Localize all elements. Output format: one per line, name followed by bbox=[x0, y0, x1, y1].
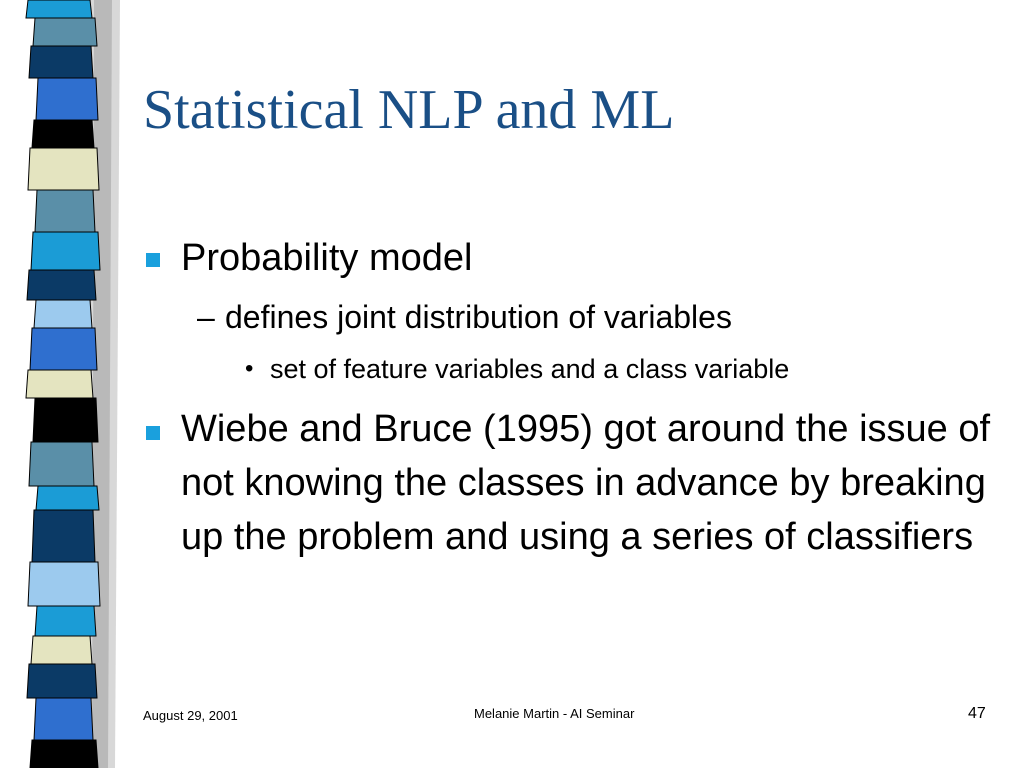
strip-band bbox=[28, 562, 100, 606]
strip-band bbox=[31, 232, 100, 270]
strip-band bbox=[30, 328, 97, 370]
strip-band bbox=[27, 270, 96, 300]
dot-marker: • bbox=[245, 355, 254, 382]
strip-band bbox=[34, 698, 93, 740]
decorative-color-strip bbox=[0, 0, 120, 768]
strip-band bbox=[33, 18, 97, 46]
page-number: 47 bbox=[968, 705, 986, 722]
strip-band bbox=[34, 300, 92, 328]
strip-band bbox=[32, 120, 94, 148]
strip-band bbox=[36, 78, 98, 120]
strip-band bbox=[28, 148, 99, 190]
strip-band bbox=[35, 190, 95, 232]
dash-marker: – bbox=[197, 299, 215, 335]
slide-title: Statistical NLP and ML bbox=[143, 79, 675, 141]
sub-sub-bullet-item: set of feature variables and a class variable bbox=[270, 354, 790, 384]
footer-center-text: Melanie Martin - AI Seminar bbox=[474, 706, 635, 721]
strip-band bbox=[31, 636, 92, 664]
strip-band bbox=[26, 0, 92, 18]
strip-band bbox=[36, 486, 99, 510]
strip-band bbox=[27, 664, 97, 698]
bullet-item: Wiebe and Bruce (1995) got around the issue of not knowing the classes in advance by breaking up the problem and using a series of classifiers bbox=[181, 408, 991, 558]
sub-bullet-item: defines joint distribution of variables bbox=[225, 299, 732, 335]
strip-band bbox=[30, 740, 98, 768]
square-bullet-icon bbox=[146, 253, 160, 267]
strip-band bbox=[26, 370, 93, 398]
strip-band bbox=[29, 442, 94, 486]
strip-band bbox=[33, 398, 98, 442]
strip-band bbox=[29, 46, 93, 78]
footer-date: August 29, 2001 bbox=[143, 708, 238, 723]
strip-band bbox=[32, 510, 95, 562]
bullet-item: Probability model bbox=[181, 237, 473, 279]
strip-band bbox=[35, 606, 96, 636]
square-bullet-icon bbox=[146, 426, 160, 440]
